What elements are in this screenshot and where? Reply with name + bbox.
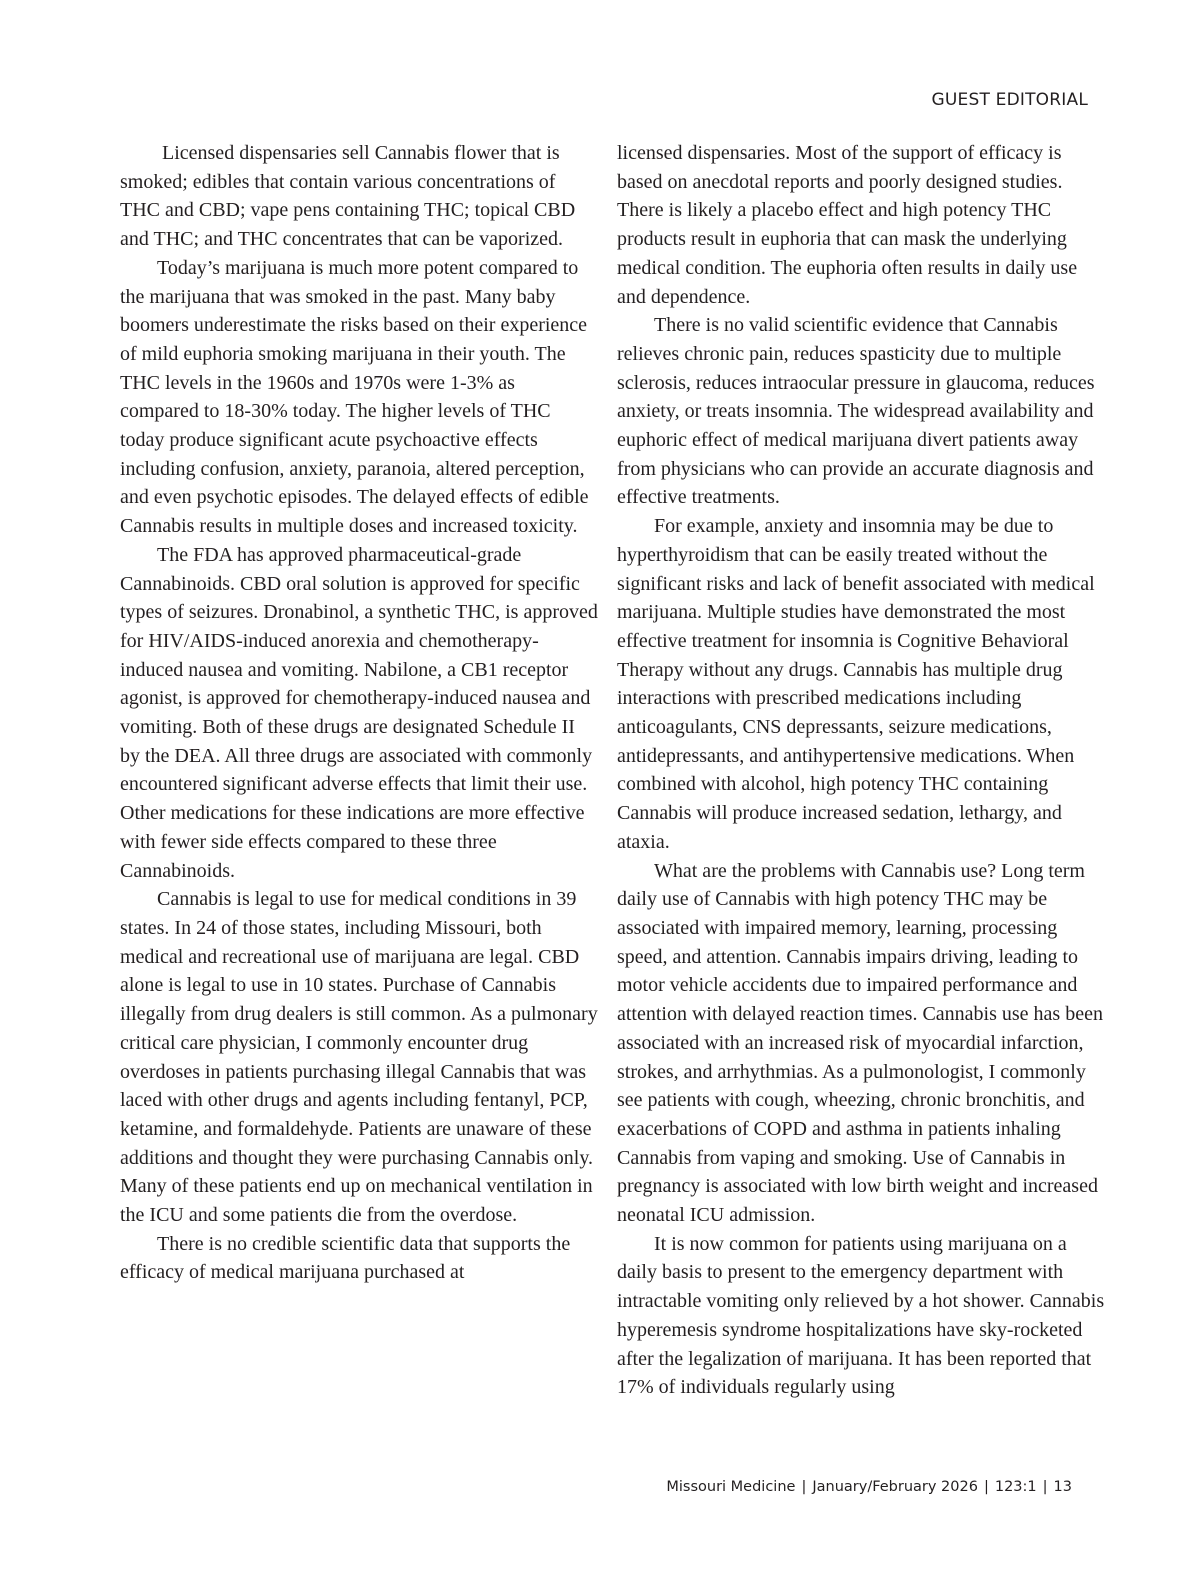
paragraph-continued: licensed dispensaries. Most of the support of efficacy is based on anecdotal reports and poorly designed studies. There is likely a placebo effect and high potency THC products result in euphoria that can mask the underlying medical condition. The euphoria often results in daily use and dependence. — [617, 142, 1078, 308]
paragraph: There is no credible scientific data that supports the efficacy of medical marijuana purchased at — [120, 1232, 571, 1284]
paragraph: Today’s marijuana is much more potent compared to the marijuana that was smoked in the past. Many baby boomers underestimate the risks based on their experience of mild euphoria smoking marijuana in their youth. The THC levels in the 1960s and 1970s were 1-3% as compared to 18-30% today. The higher levels of THC today produce significant acute psychoactive effects including confusion, anxiety, paranoia, altered perception, and even psychotic episodes. The delayed effects of edible Cannabis results in multiple doses and increased toxicity. — [120, 256, 589, 538]
page-footer — [666, 1479, 1072, 1495]
separator: | — [1042, 1479, 1048, 1495]
right-column — [617, 139, 1109, 1402]
journal-name: Missouri Medicine — [666, 1479, 796, 1495]
paragraph: It is now common for patients using marijuana on a daily basis to present to the emergency department with intractable vomiting only relieved by a hot shower. Cannabis hyperemesis syndrome hospitalizations have sky-rocketed after the legalization of marijuana. It has been reported that 17% of individuals regularly using — [617, 1232, 1105, 1399]
paragraph: What are the problems with Cannabis use? Long term daily use of Cannabis with high potency THC may be associated with impaired memory, learning, processing speed, and attention. Cannabis impairs driving, leading to motor vehicle accidents due to impaired performance and attention with delayed reaction times. Cannabis use has been associated with an increased risk of myocardial infarction, strokes, and arrhythmias. As a pulmonologist, I commonly see patients with cough, wheezing, chronic bronchitis, and exacerbations of COPD and asthma in patients inhaling Cannabis from vaping and smoking. Use of Cannabis in pregnancy is associated with low birth weight and increased neonatal ICU admission. — [617, 859, 1103, 1227]
paragraph: Licensed dispensaries sell Cannabis flower that is smoked; edibles that contain various concentrations of THC and CBD; vape pens containing THC; topical CBD and THC; and THC concentrates that can be vaporized. — [120, 142, 576, 251]
separator: | — [801, 1479, 807, 1495]
left-column — [120, 139, 598, 1287]
paragraph: For example, anxiety and insomnia may be due to hyperthyroidism that can be easily treated without the significant risks and lack of benefit associated with medical marijuana. Multiple studies have demonstrated the most effective treatment for insomnia is Cognitive Behavioral Therapy without any drugs. Cannabis has multiple drug interactions with prescribed medications including anticoagulants, CNS depressants, seizure medications, antidepressants, and antihypertensive medications. When combined with alcohol, high potency THC containing Cannabis will produce increased sedation, lethargy, and ataxia. — [617, 515, 1095, 853]
paragraph: Cannabis is legal to use for medical conditions in 39 states. In 24 of those states, including Missouri, both medical and recreational use of marijuana are legal. CBD alone is legal to use in 10 states. Purchase of Cannabis illegally from drug dealers is still common. As a pulmonary critical care physician, I commonly encounter drug overdoses in patients purchasing illegal Cannabis that was laced with other drugs and agents including fentanyl, PCP, ketamine, and formaldehyde. Patients are unaware of these additions and thought they were purchasing Cannabis only. Many of these patients end up on mechanical ventilation in the ICU and some patients die from the overdose. — [120, 888, 598, 1227]
section-label: GUEST EDITORIAL — [931, 90, 1088, 110]
volume-number: 123:1 — [994, 1479, 1037, 1495]
paragraph: The FDA has approved pharmaceutical-grade Cannabinoids. CBD oral solution is approved for specific types of seizures. Dronabinol, a synthetic THC, is approved for HIV/AIDS-induced anorexia and chemotherapy-induced nausea and vomiting. Nabilone, a CB1 receptor agonist, is approved for chemotherapy-induced nausea and vomiting. Both of these drugs are designated Schedule II by the DEA. All three drugs are associated with commonly encountered significant adverse effects that limit their use. Other medications for these indications are more effective with fewer side effects compared to these three Cannabinoids. — [120, 543, 598, 882]
separator: | — [983, 1479, 989, 1495]
paragraph: There is no valid scientific evidence that Cannabis relieves chronic pain, reduces spasticity due to multiple sclerosis, reduces intraocular pressure in glaucoma, reduces anxiety, or treats insomnia. The widespread availability and euphoric effect of medical marijuana divert patients away from physicians who can provide an accurate diagnosis and effective treatments. — [617, 314, 1095, 509]
issue-date: January/February 2026 — [812, 1479, 978, 1495]
page-number: 13 — [1053, 1479, 1072, 1495]
